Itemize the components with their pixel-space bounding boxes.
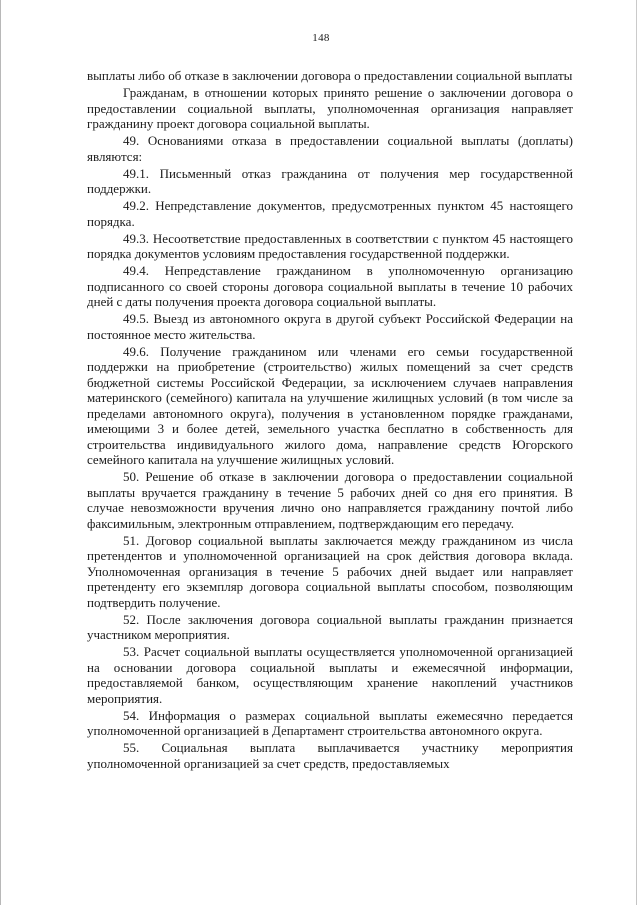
paragraph-notice: Гражданам, в отношении которых принято решение о заключении договора о предоставлении социальной выплаты, уполномоченная организация направляет гражданину проект договора социальной выплаты.	[87, 85, 573, 131]
page-edge	[636, 0, 637, 905]
paragraph-50: 50. Решение об отказе в заключении договора о предоставлении социальной выплаты вручается гражданину в течение 5 рабочих дней со дня его принятия. В случае невозможности вручения лично оно направляется гражданину почтой либо факсимильным, электронным отправлением, подтверждающим его передачу.	[87, 469, 573, 531]
paragraph-51: 51. Договор социальной выплаты заключается между гражданином из числа претендентов и уполномоченной организацией на срок действия договора вклада. Уполномоченная организация в течение 5 рабочих дней выдает или направляет претенденту его экземпляр договора социальной выплаты способом, позволяющим подтвердить получение.	[87, 532, 573, 610]
page-number: 148	[312, 32, 330, 44]
document-body	[87, 68, 573, 773]
paragraph-53: 53. Расчет социальной выплаты осуществляется уполномоченной организацией на основании договора социальной выплаты и ежемесячной информации, предоставляемой банком, осуществляющим хранение накоплений участников мероприятия.	[87, 644, 573, 706]
paragraph-49-4: 49.4. Непредставление гражданином в уполномоченную организацию подписанного со своей стороны договора социальной выплаты в течение 10 рабочих дней с даты получения проекта договора социальной выплаты.	[87, 263, 573, 309]
paragraph-49-5: 49.5. Выезд из автономного округа в другой субъект Российской Федерации на постоянное место жительства.	[87, 311, 573, 342]
paragraph-49-2: 49.2. Непредставление документов, предусмотренных пунктом 45 настоящего порядка.	[87, 198, 573, 229]
paragraph-49-3: 49.3. Несоответствие предоставленных в соответствии с пунктом 45 настоящего порядка документов условиям предоставления государственной поддержки.	[87, 230, 573, 261]
paragraph-55: 55. Социальная выплата выплачивается участнику мероприятия уполномоченной организацией за счет средств, предоставляемых	[87, 740, 573, 771]
paragraph-49-1: 49.1. Письменный отказ гражданина от получения мер государственной поддержки.	[87, 165, 573, 196]
paragraph-continuation: выплаты либо об отказе в заключении договора о предоставлении социальной выплаты	[87, 68, 573, 83]
paragraph-52: 52. После заключения договора социальной выплаты гражданин признается участником мероприятия.	[87, 611, 573, 642]
paragraph-49-6: 49.6. Получение гражданином или членами его семьи государственной поддержки на приобретение (строительство) жилых помещений за счет средств бюджетной системы Российской Федерации, за исключением случаев направления материнского (семейного) капитала на улучшение жилищных условий (в том числе за пределами автономного округа), получения в установленном порядке гражданами, имеющими 3 и более детей, земельного участка бесплатно в собственность для строительства индивидуального жилого дома, направление средств Югорского семейного капитала на улучшение жилищных условий.	[87, 343, 573, 467]
paragraph-54: 54. Информация о размерах социальной выплаты ежемесячно передается уполномоченной организацией в Департамент строительства автономного округа.	[87, 707, 573, 738]
paragraph-49: 49. Основаниями отказа в предоставлении социальной выплаты (доплаты) являются:	[87, 133, 573, 164]
